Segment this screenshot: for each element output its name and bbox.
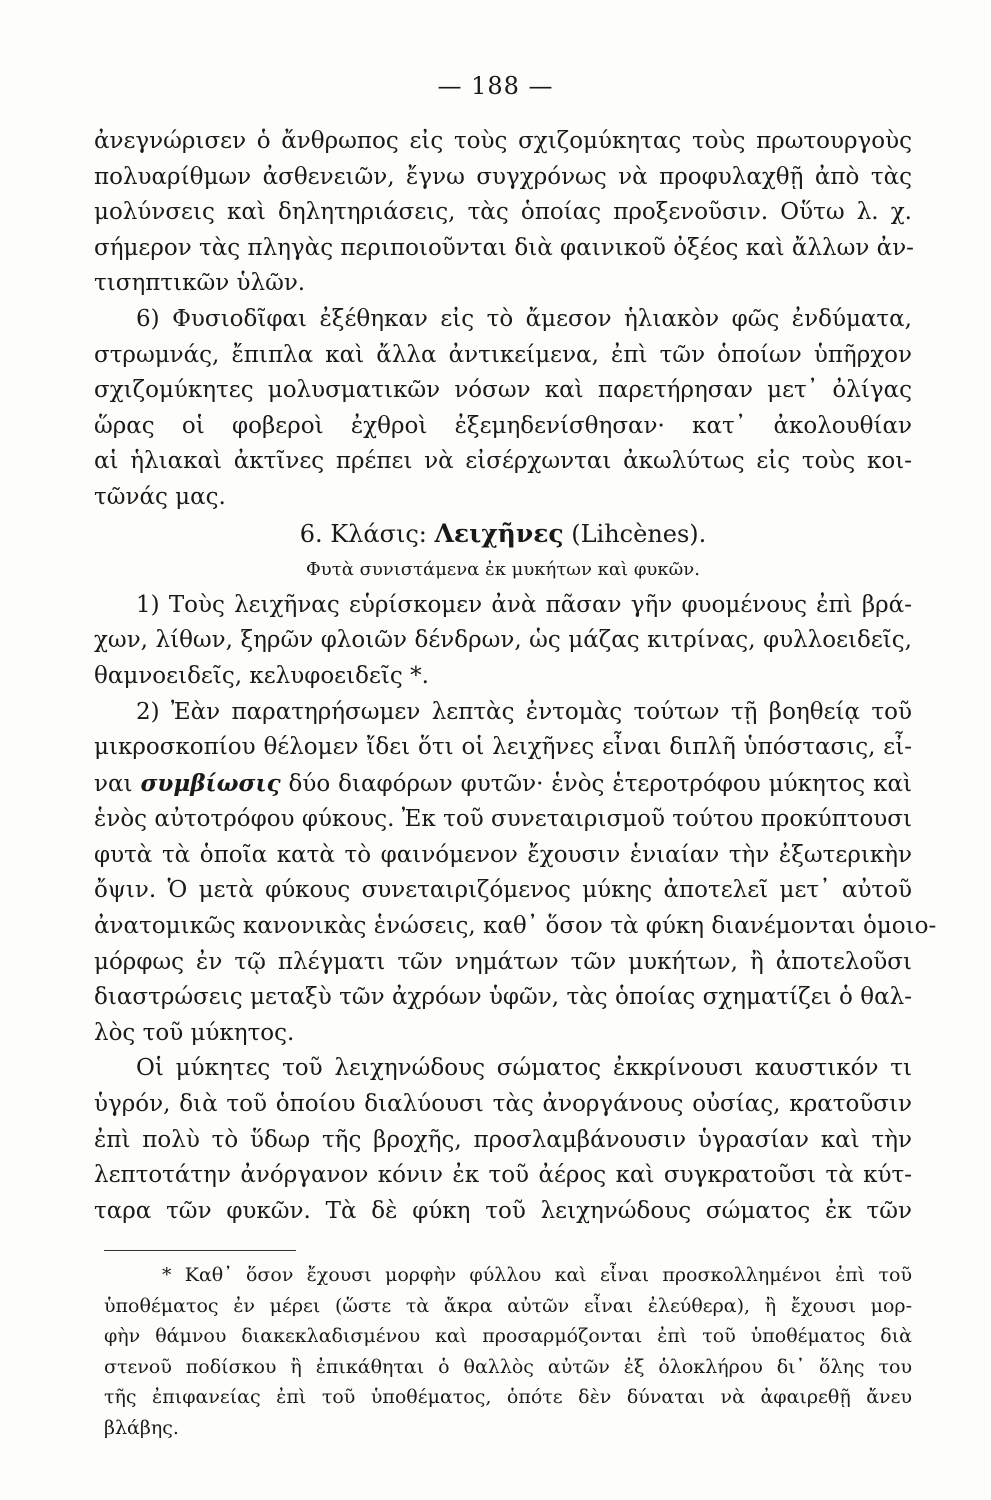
footnote-line: φὴν θάμνου διακεκλαδισμένου καὶ προσαρμόζονται ἐπὶ τοῦ ὑποθέματος διὰ <box>104 1325 912 1347</box>
text-line: σχιζομύκητες μολυσματικῶν νόσων καὶ παρετήρησαν μετ᾽ ὀλίγας <box>94 377 912 404</box>
section-heading <box>94 516 912 553</box>
text-line: 1) Τοὺς λειχῆνας εὑρίσκομεν ἀνὰ πᾶσαν γῆν φυομένους ἐπὶ βρά- <box>136 591 912 618</box>
heading-greek-name: Λειχῆνες <box>434 518 564 548</box>
page-number: — 188 — <box>437 72 554 100</box>
footnote-line: στενοῦ ποδίσκου ἢ ἐπικάθηται ὁ θαλλὸς αὐτῶν ἐξ ὁλοκλήρου δι᾽ ὅλης του <box>104 1355 912 1378</box>
text-line: λεπτοτάτην ἀνόργανον κόνιν ἐκ τοῦ ἀέρος καὶ συγκρατοῦσι τὰ κύτ- <box>94 1162 912 1189</box>
text-line: πολυαρίθμων ἀσθενειῶν, ἔγνω συγχρόνως νὰ προφυλαχθῇ ἀπὸ τὰς <box>94 163 912 190</box>
footnote-line: τῆς ἐπιφανείας ἐπὶ τοῦ ὑποθέματος, ὁπότε δὲν δύναται νὰ ἀφαιρεθῇ ἄνευ <box>104 1386 912 1408</box>
text-line: χων, λίθων, ξηρῶν φλοιῶν δένδρων, ὡς μάζας κιτρίνας, φυλλοειδεῖς, <box>94 627 912 654</box>
footnote-line: * Καθ᾽ ὅσον ἔχουσι μορφὴν φύλλου καὶ εἶναι προσκολλημένοι ἐπὶ τοῦ <box>162 1264 912 1286</box>
section-subtitle: Φυτὰ συνιστάμενα ἐκ μυκήτων καὶ φυκῶν. <box>306 559 700 581</box>
text-line: ὑγρόν, διὰ τοῦ ὁποίου διαλύουσι τὰς ἀνοργάνους οὐσίας, κρατοῦσιν <box>94 1091 912 1118</box>
text-line: φυτὰ τὰ ὁποῖα κατὰ τὸ φαινόμενον ἔχουσιν ἑνιαίαν τὴν ἐξωτερικὴν <box>94 841 912 868</box>
emphasis-term: συμβίωσις <box>140 769 281 797</box>
text-line: ἀνεγνώρισεν ὁ ἄνθρωπος εἰς τοὺς σχιζομύκητας τοὺς πρωτουργοὺς <box>94 128 912 154</box>
text-line: μολύνσεις καὶ δηλητηριάσεις, τὰς ὁποίας προξενοῦσιν. Οὕτω λ. χ. <box>94 199 912 226</box>
text-line: 2) Ἐὰν παρατηρήσωμεν λεπτὰς ἐντομὰς τούτων τῇ βοηθείᾳ τοῦ <box>136 698 912 725</box>
text-line-with-emphasis <box>94 766 912 803</box>
text-run: ναι <box>94 770 141 797</box>
text-line: ἐπὶ πολὺ τὸ ὕδωρ τῆς βροχῆς, προσλαμβάνουσιν ὑγρασίαν καὶ τὴν <box>94 1126 912 1153</box>
text-line: αἱ ἡλιακαὶ ἀκτῖνες πρέπει νὰ εἰσέρχωνται ἀκωλύτως εἰς τοὺς κοι- <box>94 448 912 475</box>
text-line: μόρφως ἐν τῷ πλέγματι τῶν νημάτων τῶν μυκήτων, ἢ ἀποτελοῦσι <box>94 948 912 975</box>
text-line: θαμνοειδεῖς, κελυφοειδεῖς *. <box>94 662 429 689</box>
footnote-line: ὑποθέματος ἐν μέρει (ὥστε τὰ ἄκρα αὐτῶν εἶναι ἐλεύθερα), ἢ ἔχουσι μορ- <box>104 1294 912 1317</box>
text-line: σήμερον τὰς πληγὰς περιποιοῦνται διὰ φαινικοῦ ὀξέος καὶ ἄλλων ἀν- <box>94 234 914 261</box>
text-line: ἀνατομικῶς κανονικὰς ἑνώσεις, καθ᾽ ὅσον τὰ φύκη διανέμονται ὁμοιο- <box>94 913 937 940</box>
text-line: Οἱ μύκητες τοῦ λειχηνώδους σώματος ἐκκρίνουσι καυστικόν τι <box>136 1055 912 1082</box>
footnote-divider <box>104 1250 296 1251</box>
heading-latin-name: (Lihcènes). <box>571 519 707 548</box>
text-run: δύο διαφόρων φυτῶν· ἑνὸς ἑτεροτρόφου μύκητος καὶ <box>280 770 913 797</box>
text-line: ταρα τῶν φυκῶν. Τὰ δὲ φύκη τοῦ λειχηνώδους σώματος ἐκ τῶν <box>94 1197 912 1224</box>
text-line: 6) Φυσιοδῖφαι ἐξέθηκαν εἰς τὸ ἄμεσον ἡλιακὸν φῶς ἐνδύματα, <box>136 305 912 332</box>
text-line: τῶνάς μας. <box>94 483 226 510</box>
text-line: διαστρώσεις μεταξὺ τῶν ἀχρόων ὑφῶν, τὰς ὁποίας σχηματίζει ὁ θαλ- <box>94 984 912 1011</box>
footnote <box>104 1260 912 1443</box>
text-line: μικροσκοπίου θέλομεν ἴδει ὅτι οἱ λειχῆνες εἶναι διπλῆ ὑπόστασις, εἶ- <box>94 734 912 761</box>
text-line: στρωμνάς, ἔπιπλα καὶ ἄλλα ἀντικείμενα, ἐπὶ τῶν ὁποίων ὑπῆρχον <box>94 341 912 368</box>
footnote-line: βλάβης. <box>104 1416 179 1439</box>
text-line: λὸς τοῦ μύκητος. <box>94 1019 295 1046</box>
heading-prefix: 6. Κλάσις: <box>299 519 427 548</box>
text-line: τισηπτικῶν ὑλῶν. <box>94 270 306 297</box>
text-line: ὄψιν. Ὁ μετὰ φύκους συνεταιριζόμενος μύκης ἀποτελεῖ μετ᾽ αὐτοῦ <box>94 877 912 904</box>
text-line: ἑνὸς αὐτοτρόφου φύκους. Ἐκ τοῦ συνεταιρισμοῦ τούτου προκύπτουσι <box>94 806 912 833</box>
main-text <box>94 124 937 1229</box>
text-line: ὥρας οἱ φοβεροὶ ἐχθροὶ ἐξεμηδενίσθησαν· κατ᾽ ἀκολουθίαν <box>94 412 912 439</box>
